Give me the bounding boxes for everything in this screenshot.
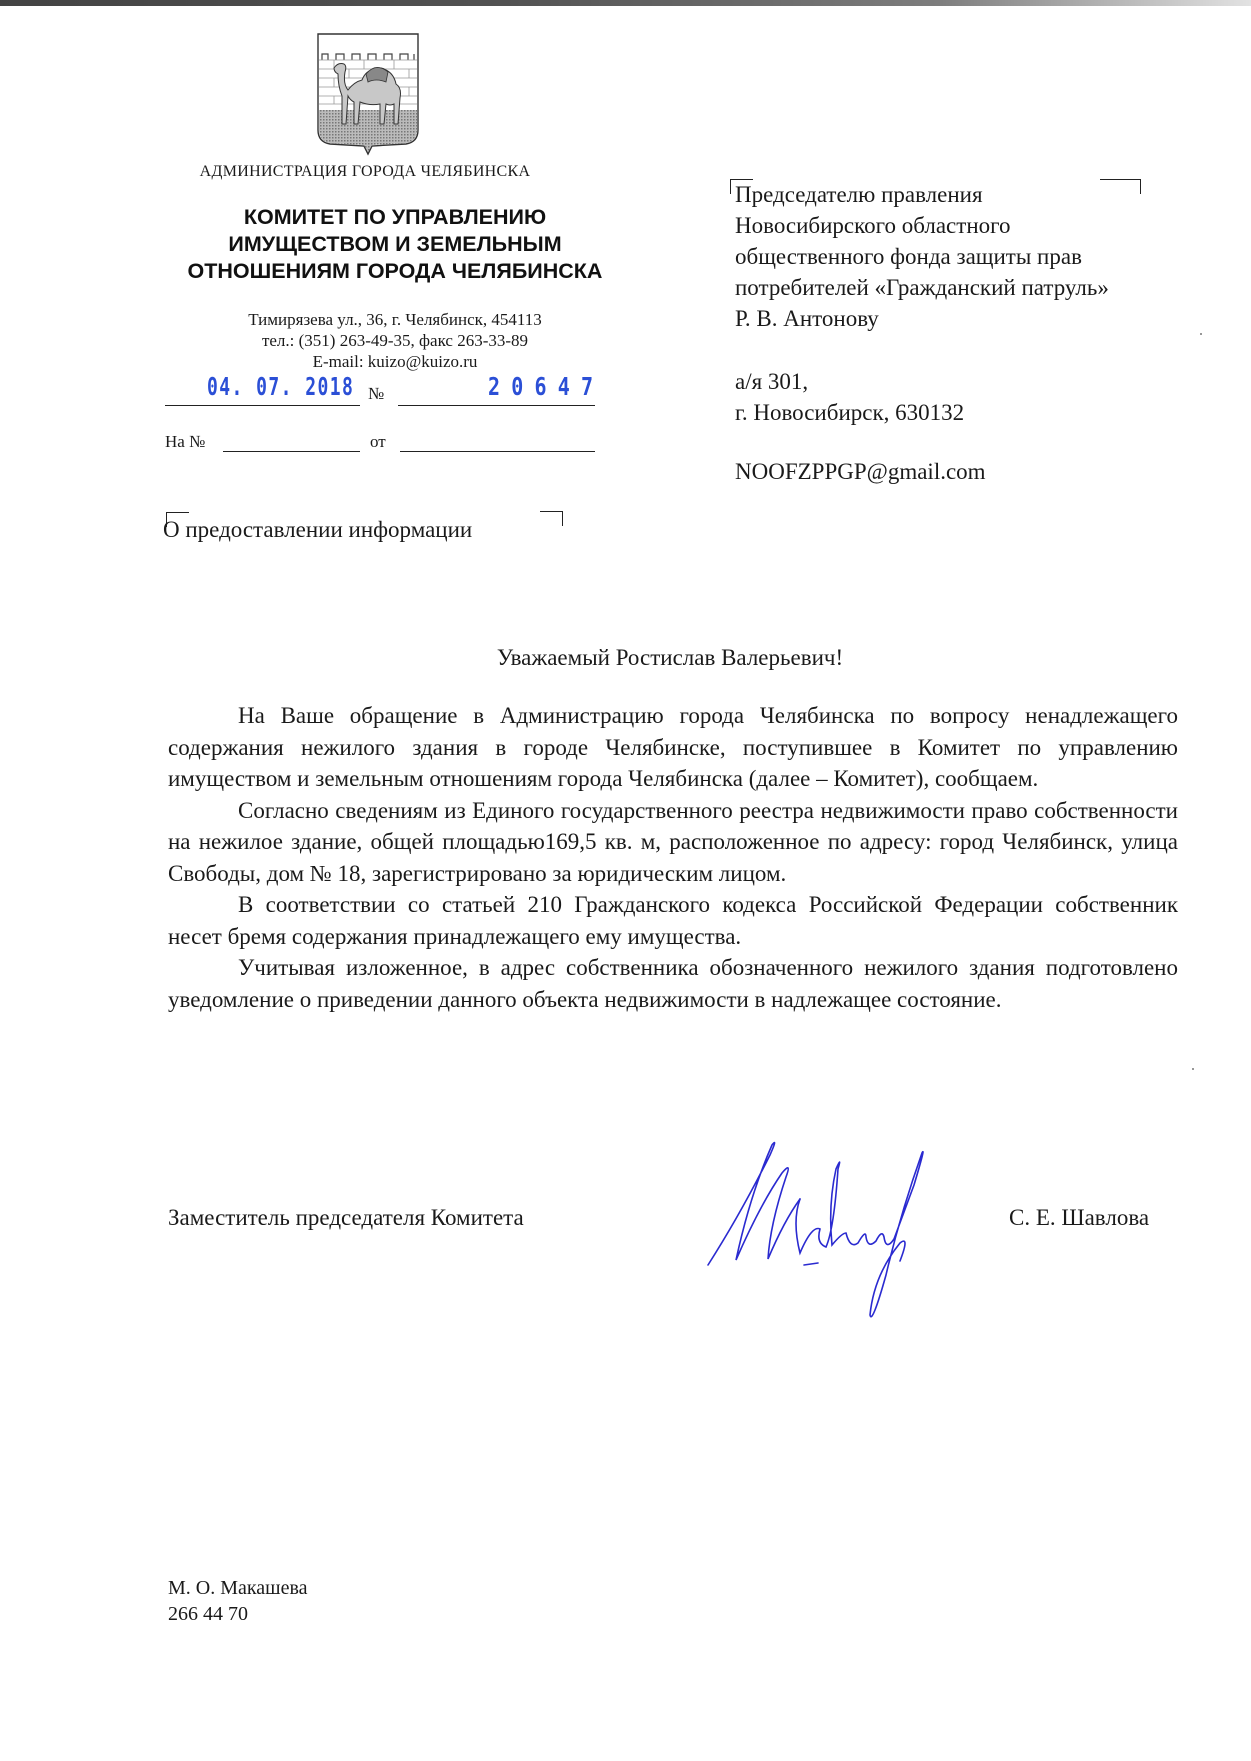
committee-line: ИМУЩЕСТВОМ И ЗЕМЕЛЬНЫМ <box>228 232 562 256</box>
addressee-line: потребителей «Гражданский патруль» <box>735 275 1109 300</box>
reply-number-underline <box>223 451 360 452</box>
scan-edge-shadow <box>0 0 1251 6</box>
number-underline <box>398 405 595 406</box>
scan-speck <box>1192 1068 1194 1070</box>
reply-number-label: На № <box>165 432 206 451</box>
body-paragraph: В соответствии со статьей 210 Гражданского кодекса Российской Федерации собственник несет бремя содержания принадлежащего ему имущества. <box>168 892 1178 949</box>
sender-phone: тел.: (351) 263-49-35, факс 263-33-89 <box>261 331 529 350</box>
body-paragraph: Согласно сведениям из Единого государственного реестра недвижимости право собственности на нежилое здание, общей площадью169,5 кв. м, расположенное по адресу: город Челябинск, улица Свободы, дом № 18, зарегистрировано за юридическим лицом. <box>168 797 1178 886</box>
reply-from-label: от <box>370 432 386 451</box>
executor-name: М. О. Макашева <box>168 1577 308 1599</box>
date-stamp: 04. 07. 2018 <box>207 372 355 401</box>
letter-subject: О предоставлении информации <box>163 517 473 542</box>
letter-body <box>168 700 1178 1015</box>
addressee-email: NOOFZPPGP@gmail.com <box>735 459 986 484</box>
date-underline <box>165 405 360 406</box>
sender-address: Тимирязева ул., 36, г. Челябинск, 454113 <box>248 310 542 329</box>
committee-line: КОМИТЕТ ПО УПРАВЛЕНИЮ <box>243 205 547 229</box>
addressee-line: Новосибирского областного <box>735 213 1011 238</box>
reply-reference-row <box>165 430 595 456</box>
registration-row <box>165 372 605 408</box>
number-sign: № <box>368 384 385 403</box>
signer-name: С. Е. Шавлова <box>1009 1205 1150 1230</box>
subject-bracket-right <box>540 511 563 526</box>
number-stamp: 20647 <box>488 372 605 401</box>
coat-of-arms-icon <box>314 32 422 156</box>
postal-line: а/я 301, <box>735 369 809 394</box>
body-paragraph: На Ваше обращение в Администрацию города Челябинска по вопросу ненадлежащего содержания нежилого здания в городе Челябинске, поступившее в Комитет по управлению имуществом и земельным отношениям города Челябинска (далее – Комитет), сообщаем. <box>168 703 1178 791</box>
sender-email: E-mail: kuizo@kuizo.ru <box>312 352 478 371</box>
administration-name: АДМИНИСТРАЦИЯ ГОРОДА ЧЕЛЯБИНСКА <box>199 163 531 180</box>
reply-date-underline <box>400 451 595 452</box>
scan-speck <box>1200 333 1202 335</box>
executor-block <box>168 1575 308 1627</box>
executor-phone: 266 44 70 <box>168 1603 248 1625</box>
addressee-line: общественного фонда защиты прав <box>735 244 1082 269</box>
addressee-block <box>735 179 1109 334</box>
addressee-postal <box>735 366 964 428</box>
committee-line: ОТНОШЕНИЯМ ГОРОДА ЧЕЛЯБИНСКА <box>187 259 603 283</box>
signer-title: Заместитель председателя Комитета <box>168 1205 524 1230</box>
committee-name <box>140 204 650 285</box>
sender-contacts <box>140 309 650 372</box>
postal-line: г. Новосибирск, 630132 <box>735 400 965 425</box>
addressee-name: Р. В. Антонову <box>735 306 879 331</box>
handwritten-signature-icon <box>700 1125 960 1345</box>
addressee-line: Председателю правления <box>735 182 983 207</box>
greeting: Уважаемый Ростислав Валерьевич! <box>496 645 844 670</box>
body-paragraph: Учитывая изложенное, в адрес собственника обозначенного нежилого здания подготовлено уведомление о приведении данного объекта недвижимости в надлежащее состояние. <box>168 955 1178 1012</box>
